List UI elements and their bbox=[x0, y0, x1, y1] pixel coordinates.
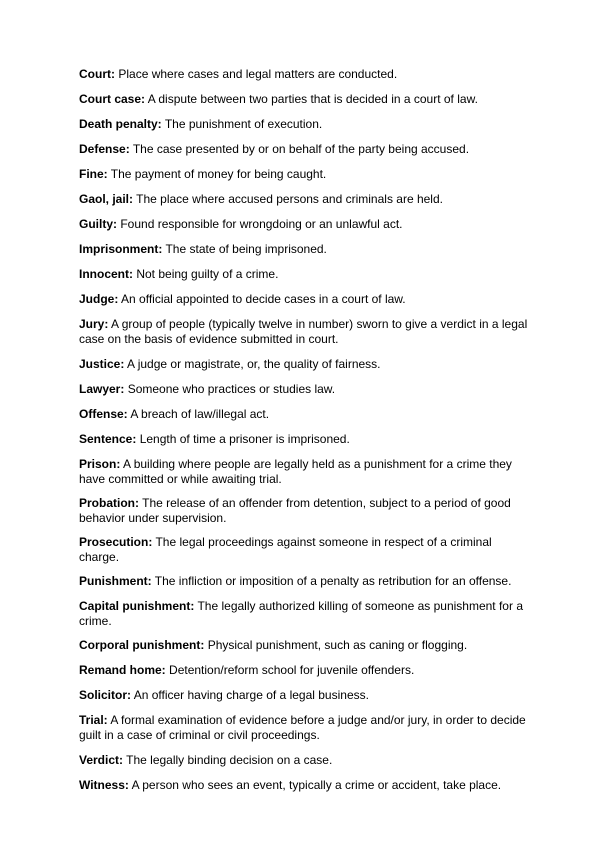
glossary-definition: The place where accused persons and criminals are held. bbox=[136, 192, 443, 206]
glossary-term: Guilty: bbox=[79, 217, 117, 231]
glossary-term: Corporal punishment: bbox=[79, 638, 205, 652]
glossary-entry-probation bbox=[79, 496, 529, 526]
glossary-term: Remand home: bbox=[79, 663, 166, 677]
glossary-entry-death-penalty bbox=[79, 117, 529, 132]
glossary-definition: The state of being imprisoned. bbox=[165, 242, 327, 256]
glossary-term: Judge: bbox=[79, 292, 119, 306]
glossary-definition: A breach of law/illegal act. bbox=[130, 407, 270, 421]
glossary-definition: Found responsible for wrongdoing or an unlawful act. bbox=[120, 217, 403, 231]
glossary-term: Gaol, jail: bbox=[79, 192, 134, 206]
glossary-entry-solicitor bbox=[79, 688, 529, 703]
glossary-definition: A group of people (typically twelve in number) sworn to give a verdict in a legal case on the basis of evidence submitted in court. bbox=[79, 317, 528, 346]
glossary-definition: An official appointed to decide cases in a court of law. bbox=[121, 292, 406, 306]
glossary-entry-jury bbox=[79, 317, 529, 347]
glossary-definition: The release of an offender from detention, subject to a period of good behavior under supervision. bbox=[79, 496, 511, 525]
glossary-definition: A person who sees an event, typically a crime or accident, take place. bbox=[131, 778, 502, 792]
glossary-term: Prison: bbox=[79, 457, 121, 471]
glossary-term: Prosecution: bbox=[79, 535, 153, 549]
glossary-term: Court: bbox=[79, 67, 115, 81]
glossary-entry-guilty bbox=[79, 217, 529, 232]
glossary-definition: A formal examination of evidence before a judge and/or jury, in order to decide guilt in a case of criminal or civil proceedings. bbox=[79, 713, 526, 742]
glossary-entry-prosecution bbox=[79, 535, 529, 565]
glossary-term: Lawyer: bbox=[79, 382, 125, 396]
glossary-term: Justice: bbox=[79, 357, 125, 371]
glossary-definition: Physical punishment, such as caning or flogging. bbox=[207, 638, 468, 652]
glossary-term: Capital punishment: bbox=[79, 599, 195, 613]
glossary-entry-court bbox=[79, 67, 529, 82]
glossary-term: Solicitor: bbox=[79, 688, 132, 702]
glossary-definition: Detention/reform school for juvenile offenders. bbox=[169, 663, 415, 677]
glossary-entry-lawyer bbox=[79, 382, 529, 397]
glossary-definition: A judge or magistrate, or, the quality of fairness. bbox=[127, 357, 381, 371]
glossary-entry-judge bbox=[79, 292, 529, 307]
glossary-entry-remand-home bbox=[79, 663, 529, 678]
glossary-term: Court case: bbox=[79, 92, 146, 106]
glossary-definition: The payment of money for being caught. bbox=[110, 167, 327, 181]
glossary-term: Death penalty: bbox=[79, 117, 162, 131]
glossary-entry-verdict bbox=[79, 753, 529, 768]
glossary-page bbox=[79, 67, 529, 793]
glossary-definition: Not being guilty of a crime. bbox=[136, 267, 279, 281]
glossary-term: Verdict: bbox=[79, 753, 124, 767]
glossary-entry-justice bbox=[79, 357, 529, 372]
glossary-entry-witness bbox=[79, 778, 529, 793]
glossary-definition: The case presented by or on behalf of the party being accused. bbox=[132, 142, 470, 156]
glossary-term: Defense: bbox=[79, 142, 130, 156]
glossary-definition: Length of time a prisoner is imprisoned. bbox=[139, 432, 350, 446]
glossary-term: Innocent: bbox=[79, 267, 133, 281]
glossary-term: Jury: bbox=[79, 317, 109, 331]
glossary-entry-gaol-jail bbox=[79, 192, 529, 207]
glossary-entry-imprisonment bbox=[79, 242, 529, 257]
glossary-definition: The infliction or imposition of a penalty as retribution for an offense. bbox=[154, 574, 512, 588]
glossary-term: Punishment: bbox=[79, 574, 152, 588]
glossary-entry-prison bbox=[79, 457, 529, 487]
glossary-term: Trial: bbox=[79, 713, 108, 727]
glossary-term: Imprisonment: bbox=[79, 242, 163, 256]
glossary-term: Offense: bbox=[79, 407, 128, 421]
glossary-definition: An officer having charge of a legal business. bbox=[133, 688, 369, 702]
glossary-definition: The legally binding decision on a case. bbox=[126, 753, 333, 767]
glossary-entry-innocent bbox=[79, 267, 529, 282]
glossary-definition: A building where people are legally held as a punishment for a crime they have committed or while awaiting trial. bbox=[79, 457, 512, 486]
glossary-definition: Someone who practices or studies law. bbox=[127, 382, 336, 396]
glossary-definition: Place where cases and legal matters are conducted. bbox=[118, 67, 398, 81]
glossary-term: Fine: bbox=[79, 167, 108, 181]
glossary-entry-sentence bbox=[79, 432, 529, 447]
glossary-entry-punishment bbox=[79, 574, 529, 589]
glossary-entry-defense bbox=[79, 142, 529, 157]
glossary-entry-fine bbox=[79, 167, 529, 182]
glossary-term: Sentence: bbox=[79, 432, 137, 446]
glossary-definition: A dispute between two parties that is decided in a court of law. bbox=[147, 92, 478, 106]
glossary-entry-capital-punishment bbox=[79, 599, 529, 629]
glossary-definition: The legally authorized killing of someone as punishment for a crime. bbox=[79, 599, 523, 628]
glossary-definition: The punishment of execution. bbox=[164, 117, 323, 131]
glossary-entry-trial bbox=[79, 713, 529, 743]
glossary-entry-corporal-punishment bbox=[79, 638, 529, 653]
glossary-term: Witness: bbox=[79, 778, 129, 792]
glossary-entry-court-case bbox=[79, 92, 529, 107]
glossary-term: Probation: bbox=[79, 496, 139, 510]
glossary-definition: The legal proceedings against someone in respect of a criminal charge. bbox=[79, 535, 492, 564]
glossary-entry-offense bbox=[79, 407, 529, 422]
